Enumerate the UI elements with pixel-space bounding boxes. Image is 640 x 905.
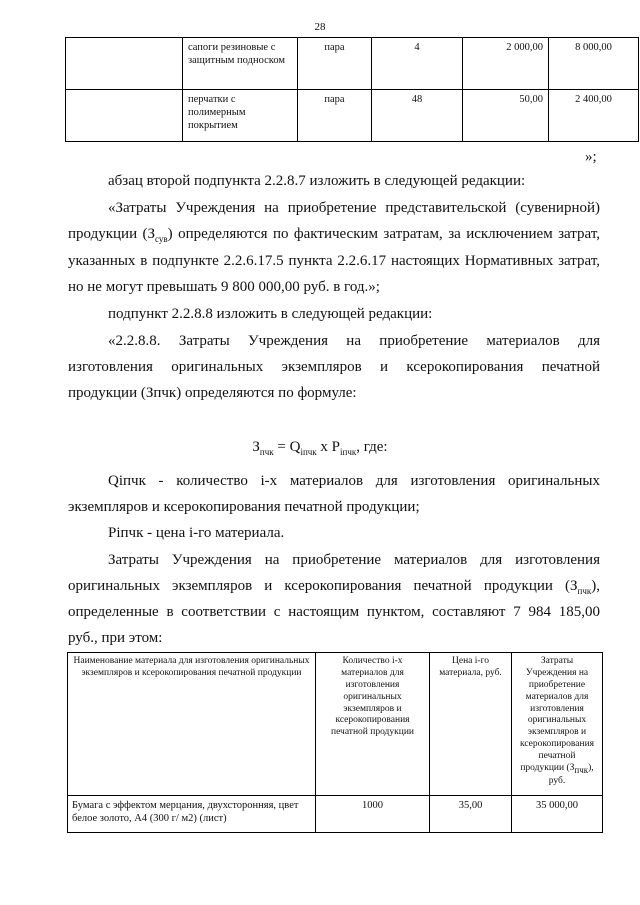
table-cell-empty	[66, 38, 183, 90]
header-quantity: Количество i-х материалов для изготовления оригинальных экземпляров и ксерокопирования печатной продукции	[316, 653, 430, 796]
table-header-row	[68, 653, 603, 796]
materials-para-line-1: «2.2.8.8. Затраты Учреждения на приобретение материалов для	[108, 333, 600, 349]
total-para-line-3: определенные в соответствии с настоящим пунктом, составляют 7 984 185,00	[68, 604, 600, 620]
materials-table	[67, 652, 603, 833]
protective-items-table	[65, 37, 639, 142]
item-name-cell: перчатки с полимерным покрытием	[183, 90, 298, 142]
total-cell: 8 000,00	[549, 38, 639, 90]
quantity-cell: 4	[372, 38, 463, 90]
souvenir-para-line-2: продукции $(З_{сув})$ определяются по фактическим затратам, за исключением затрат,	[68, 226, 600, 244]
quantity-cell: 48	[372, 90, 463, 142]
page-number: 28	[314, 21, 326, 33]
price-cell: 35,00	[430, 796, 512, 833]
header-cost: Затраты Учреждения на приобретение материалов для изготовления оригинальных экземпляров и ксерокопирования печатной продукции $(З_{пчк})$, руб.	[512, 653, 603, 796]
materials-para-line-2: изготовления оригинальных экземпляров и ксерокопирования печатной	[68, 359, 600, 375]
table-cell-empty	[66, 90, 183, 142]
total-para-line-2: оригинальных экземпляров и ксерокопирования печатной продукции $(З_{пчк})$,	[68, 578, 600, 596]
quantity-cell: 1000	[316, 796, 430, 833]
cost-cell: 35 000,00	[512, 796, 603, 833]
price-cell: 2 000,00	[463, 38, 549, 90]
total-para-line-4: руб., при этом:	[68, 630, 163, 646]
table-row	[66, 38, 639, 90]
header-price: Цена i-го материала, руб.	[430, 653, 512, 796]
unit-cell: пара	[298, 38, 372, 90]
closing-quote: »;	[585, 149, 597, 165]
material-name-cell: Бумага с эффектом мерцания, двухсторонняя, цвет белое золото, А4 (300 г/ м2) (лист)	[68, 796, 316, 833]
total-para-line-1: Затраты Учреждения на приобретение материалов для изготовления	[108, 552, 600, 568]
materials-para-line-3: продукции (Зпчк) определяются по формуле:	[68, 385, 357, 401]
unit-cell: пара	[298, 90, 372, 142]
souvenir-para-line-1: «Затраты Учреждения на приобретение представительской (сувенирной)	[108, 200, 600, 216]
souvenir-para-line-4: но не могут превышать 9 800 000,00 руб. в год.»;	[68, 279, 380, 295]
item-name-cell: сапоги резиновые с защитным подноском	[183, 38, 298, 90]
table-row	[66, 90, 639, 142]
price-cell: 50,00	[463, 90, 549, 142]
total-cell: 2 400,00	[549, 90, 639, 142]
q-definition-line-1: Qiпчк - количество i-х материалов для изготовления оригинальных	[108, 473, 600, 489]
header-material-name: Наименование материала для изготовления оригинальных экземпляров и ксерокопирования печатной продукции	[68, 653, 316, 796]
paragraph-amend-2-2-8-7: абзац второй подпункта 2.2.8.7 изложить в следующей редакции:	[108, 173, 526, 189]
cost-formula: $З_{пчк} = Q_{iпчк}$ x $P_{iпчк}$, где:	[252, 439, 388, 457]
paragraph-amend-2-2-8-8: подпункт 2.2.8.8 изложить в следующей редакции:	[108, 306, 433, 322]
souvenir-para-line-3: указанных в подпункте 2.2.6.17.5 пункта 2.2.6.17 настоящих Нормативных затрат,	[68, 253, 600, 269]
table-row	[68, 796, 603, 833]
q-definition-line-2: экземпляров и ксерокопирования печатной продукции;	[68, 499, 420, 515]
p-definition: Piпчк - цена i-го материала.	[108, 525, 285, 541]
